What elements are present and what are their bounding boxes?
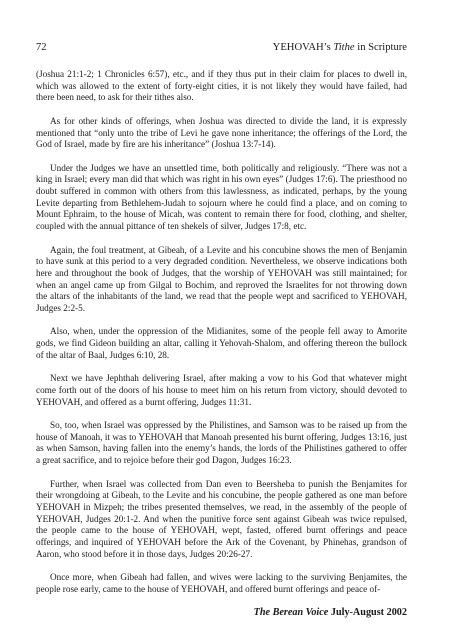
paragraph: (Joshua 21:1-2; 1 Chronicles 6:57), etc., and if they thus put in their claim for places to dwell in, which was allowed to the extent of forty-eight cities, it is not likely they would have failed, had there been need, to ask for their tithes also. bbox=[36, 69, 407, 103]
paragraph: Once more, when Gibeah had fallen, and wives were lacking to the surviving Benjamites, the people rose early, came to the house of YEHOVAH, and offered burnt offerings and peace of- bbox=[36, 572, 407, 594]
running-title-italic: Tithe bbox=[333, 42, 355, 53]
paragraph: Also, when, under the oppression of the Midianites, some of the people fell away to Amorite gods, we find Gideon building an altar, calling it Yehovah-Shalom, and offering thereon the bullock of the altar of Baal, Judges 6:10, 28. bbox=[36, 326, 407, 360]
running-title bbox=[273, 41, 407, 55]
body-text bbox=[36, 69, 407, 607]
paragraph: As for other kinds of offerings, when Joshua was directed to divide the land, it is expressly mentioned that “only unto the tribe of Levi he gave none inheritance; the offerings of the Lord, the God of Israel, made by fire are his inheritance” (Joshua 13:7-14). bbox=[36, 115, 407, 150]
paragraph: Under the Judges we have an unsettled time, both politically and religiously. “There was not a king in Israel; every man did that which was right in his own eyes” (Judges 17:6). The priesthood no doubt suffered in common with others from this lawlessness, as indicated, perhaps, by the young Levite departing from Bethlehem-Judah to sojourn where he could find a place, and on coming to Mount Ephraim, to the house of Micah, was content to remain there for food, clothing, and shelter, coupled with the annual pittance of ten shekels of silver, Judges 17:8, etc. bbox=[36, 162, 407, 232]
running-title-main: YEHOVAH’s bbox=[272, 42, 331, 53]
issue-date: July-August 2002 bbox=[330, 607, 407, 618]
paragraph: Further, when Israel was collected from Dan even to Beersheba to punish the Benjamites for their wrongdoing at Gibeah, to the Levite and his concubine, the people gathered as one man before YEHOVAH in Mizpeh; the tribes presented themselves, we read, in the assembly of the people of YEHOVAH, Judges 20:1-2. And when the punitive force sent against Gibeah was twice repulsed, the people came to the house of YEHOVAH, wept, fasted, offered burnt offerings and peace offerings, and inquired of YEHOVAH before the Ark of the Covenant, by Phinehas, grandson of Aaron, who stood before it in those days, Judges 20:26-27. bbox=[36, 478, 407, 559]
paragraph: Next we have Jephthah delivering Israel, after making a vow to his God that whatever might come forth out of the doors of his house to meet him on his return from victory, should devoted to YEHOVAH, and offered as a burnt offering, Judges 11:31. bbox=[36, 373, 407, 407]
page-header bbox=[36, 41, 407, 55]
running-title-rest: in Scripture bbox=[357, 42, 407, 53]
paragraph: So, too, when Israel was oppressed by the Philistines, and Samson was to be raised up from the house of Manoah, it was to YEHOVAH that Manoah presented his burnt offering, Judges 13:16, just as when Samson, having fallen into the enemy’s hands, the lords of the Philistines gathered to offer a great sacrifice, and to rejoice before their god Dagon, Judges 16:23. bbox=[36, 420, 407, 466]
page-footer bbox=[254, 607, 407, 618]
page-number: 72 bbox=[36, 42, 47, 53]
publication-name: The Berean Voice bbox=[253, 607, 329, 618]
paragraph: Again, the foul treatment, at Gibeah, of a Levite and his concubine shows the men of Benjamin to have sunk at this period to a very degraded condition. Nevertheless, we observe indications both here and throughout the book of Judges, that the worship of YEHOVAH was still maintained; for when an angel came up from Gilgal to Bochim, and reproved the Israelites for not throwing down the altars of the inhabitants of the land, we read that the people wept and sacrificed to YEHOVAH, Judges 2:2-5. bbox=[36, 244, 407, 314]
